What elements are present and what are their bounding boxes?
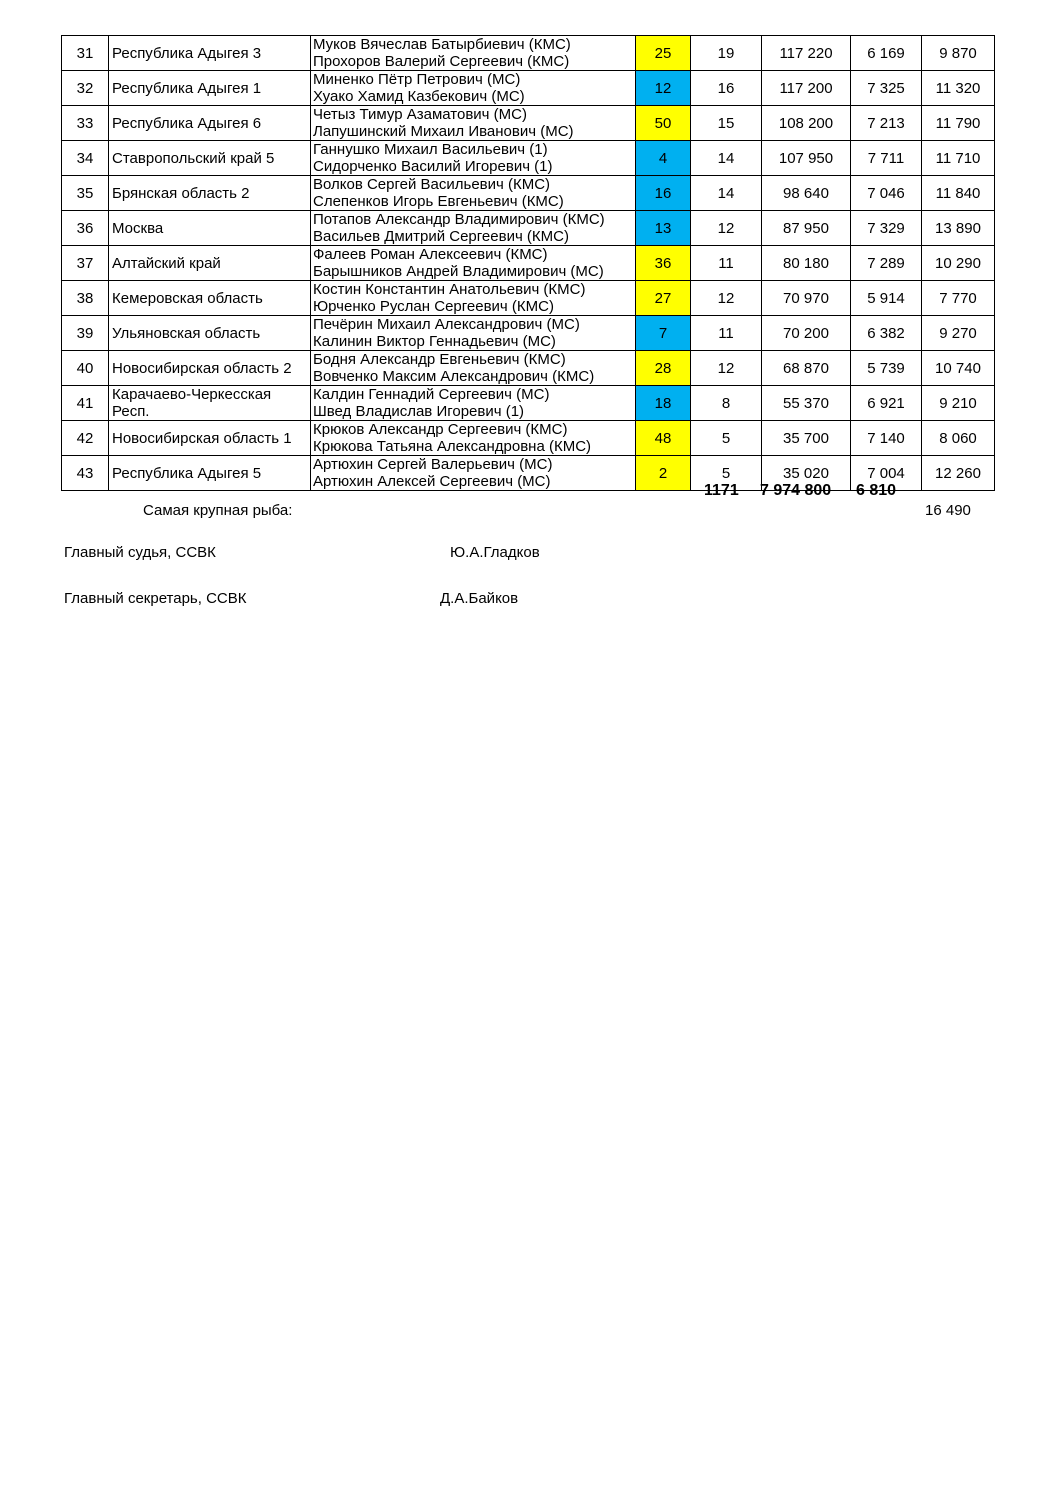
points-cell: 19 [691,36,762,71]
table-row [62,211,995,246]
sector-cell: 25 [636,36,691,71]
sector-cell: 13 [636,211,691,246]
participants-cell [311,106,636,141]
points-cell: 12 [691,211,762,246]
table-row [62,351,995,386]
place-cell: 42 [62,421,109,456]
table-row [62,246,995,281]
table-row [62,176,995,211]
participant-name: Лапушинский Михаил Иванович (МС) [313,123,574,140]
chief-judge-title: Главный судья, ССВК [64,544,216,561]
team-cell: Республика Адыгея 6 [109,106,311,141]
sector-cell: 7 [636,316,691,351]
total-weight: 7 974 800 [760,482,832,499]
sector-cell: 2 [636,456,691,491]
participant-name: Волков Сергей Васильевич (КМС) [313,176,551,193]
place-cell: 32 [62,71,109,106]
participant-name: Слепенков Игорь Евгеньевич (КМС) [313,193,564,210]
participants-cell [311,456,636,491]
table-row [62,36,995,71]
biggest-fish-cell: 9 870 [922,36,995,71]
team-cell: Новосибирская область 1 [109,421,311,456]
table-row [62,386,995,421]
place-cell: 33 [62,106,109,141]
average-cell: 7 140 [851,421,922,456]
participant-name: Потапов Александр Владимирович (КМС) [313,211,605,228]
participants-cell [311,71,636,106]
weight-cell: 117 220 [762,36,851,71]
average-cell: 7 711 [851,141,922,176]
participant-name: Калинин Виктор Геннадьевич (МС) [313,333,556,350]
average-cell: 7 329 [851,211,922,246]
participant-name: Крюкова Татьяна Александровна (КМС) [313,438,592,455]
participants-cell [311,246,636,281]
weight-cell: 55 370 [762,386,851,421]
biggest-fish-cell: 10 740 [922,351,995,386]
average-cell: 6 921 [851,386,922,421]
place-cell: 31 [62,36,109,71]
sector-cell: 50 [636,106,691,141]
sector-cell: 28 [636,351,691,386]
average-cell: 7 046 [851,176,922,211]
participants-cell [311,281,636,316]
participants-cell [311,421,636,456]
participant-name: Швед Владислав Игоревич (1) [313,403,525,420]
table-row [62,316,995,351]
points-cell: 15 [691,106,762,141]
total-average: 6 810 [856,482,897,499]
participant-name: Фалеев Роман Алексеевич (КМС) [313,246,548,263]
biggest-fish-cell: 11 320 [922,71,995,106]
weight-cell: 35 020 [762,456,851,491]
biggest-fish-cell: 13 890 [922,211,995,246]
participant-name: Печёрин Михаил Александрович (МС) [313,316,580,333]
average-cell: 5 739 [851,351,922,386]
weight-cell: 87 950 [762,211,851,246]
points-cell: 5 [691,456,762,491]
total-points: 1171 [704,482,739,499]
team-cell: Брянская область 2 [109,176,311,211]
weight-cell: 70 200 [762,316,851,351]
place-cell: 41 [62,386,109,421]
team-cell: Республика Адыгея 5 [109,456,311,491]
weight-cell: 117 200 [762,71,851,106]
biggest-fish-cell: 10 290 [922,246,995,281]
team-cell: Кемеровская область [109,281,311,316]
table-row [62,71,995,106]
results-table [61,35,995,491]
weight-cell: 68 870 [762,351,851,386]
points-cell: 16 [691,71,762,106]
participant-name: Хуако Хамид Казбекович (МС) [313,88,525,105]
participants-cell [311,386,636,421]
biggest-fish-cell: 11 710 [922,141,995,176]
biggest-fish-cell: 11 840 [922,176,995,211]
table-row [62,421,995,456]
participant-name: Сидорченко Василий Игоревич (1) [313,158,553,175]
average-cell: 7 004 [851,456,922,491]
participant-name: Бодня Александр Евгеньевич (КМС) [313,351,566,368]
weight-cell: 107 950 [762,141,851,176]
sector-cell: 27 [636,281,691,316]
participant-name: Артюхин Алексей Сергеевич (МС) [313,473,551,490]
weight-cell: 108 200 [762,106,851,141]
place-cell: 36 [62,211,109,246]
team-cell: Ставропольский край 5 [109,141,311,176]
sector-cell: 16 [636,176,691,211]
table-row [62,281,995,316]
weight-cell: 70 970 [762,281,851,316]
sector-cell: 4 [636,141,691,176]
largest-fish-value: 16 490 [925,502,971,519]
participants-cell [311,316,636,351]
chief-secretary-name: Д.А.Байков [440,590,519,607]
sector-cell: 48 [636,421,691,456]
points-cell: 11 [691,316,762,351]
participants-cell [311,176,636,211]
largest-fish-label: Самая крупная рыба: [143,502,293,519]
chief-judge-name: Ю.А.Гладков [450,544,540,561]
average-cell: 5 914 [851,281,922,316]
weight-cell: 80 180 [762,246,851,281]
participant-name: Барышников Андрей Владимирович (МС) [313,263,604,280]
table-row [62,106,995,141]
place-cell: 38 [62,281,109,316]
weight-cell: 98 640 [762,176,851,211]
chief-secretary-title: Главный секретарь, ССВК [64,590,247,607]
table-row [62,141,995,176]
participant-name: Артюхин Сергей Валерьевич (МС) [313,456,553,473]
average-cell: 7 325 [851,71,922,106]
team-cell: Алтайский край [109,246,311,281]
participants-cell [311,211,636,246]
points-cell: 14 [691,176,762,211]
place-cell: 35 [62,176,109,211]
biggest-fish-cell: 9 210 [922,386,995,421]
biggest-fish-cell: 9 270 [922,316,995,351]
participant-name: Муков Вячеслав Батырбиевич (КМС) [313,36,571,53]
biggest-fish-cell: 12 260 [922,456,995,491]
participants-cell [311,141,636,176]
team-cell: Новосибирская область 2 [109,351,311,386]
participants-cell [311,351,636,386]
average-cell: 7 289 [851,246,922,281]
points-cell: 8 [691,386,762,421]
team-cell: Москва [109,211,311,246]
participant-name: Ганнушко Михаил Васильевич (1) [313,141,548,158]
points-cell: 12 [691,351,762,386]
participants-cell [311,36,636,71]
sector-cell: 12 [636,71,691,106]
place-cell: 39 [62,316,109,351]
team-cell: Ульяновская область [109,316,311,351]
points-cell: 12 [691,281,762,316]
team-cell: Карачаево-Черкесская Респ. [109,386,311,421]
participant-name: Калдин Геннадий Сергеевич (МС) [313,386,550,403]
table-row [62,456,995,491]
biggest-fish-cell: 11 790 [922,106,995,141]
points-cell: 11 [691,246,762,281]
sector-cell: 36 [636,246,691,281]
average-cell: 6 382 [851,316,922,351]
biggest-fish-cell: 7 770 [922,281,995,316]
place-cell: 43 [62,456,109,491]
results-table-body [62,36,995,491]
participant-name: Юрченко Руслан Сергеевич (КМС) [313,298,554,315]
sector-cell: 18 [636,386,691,421]
weight-cell: 35 700 [762,421,851,456]
points-cell: 5 [691,421,762,456]
average-cell: 7 213 [851,106,922,141]
average-cell: 6 169 [851,36,922,71]
participant-name: Четыз Тимур Азаматович (МС) [313,106,527,123]
participant-name: Крюков Александр Сергеевич (КМС) [313,421,568,438]
points-cell: 14 [691,141,762,176]
participant-name: Миненко Пётр Петрович (МС) [313,71,521,88]
place-cell: 37 [62,246,109,281]
team-cell: Республика Адыгея 1 [109,71,311,106]
place-cell: 40 [62,351,109,386]
participant-name: Васильев Дмитрий Сергеевич (КМС) [313,228,569,245]
participant-name: Вовченко Максим Александрович (КМС) [313,368,595,385]
place-cell: 34 [62,141,109,176]
team-cell: Республика Адыгея 3 [109,36,311,71]
biggest-fish-cell: 8 060 [922,421,995,456]
participant-name: Прохоров Валерий Сергеевич (КМС) [313,53,570,70]
participant-name: Костин Константин Анатольевич (КМС) [313,281,586,298]
